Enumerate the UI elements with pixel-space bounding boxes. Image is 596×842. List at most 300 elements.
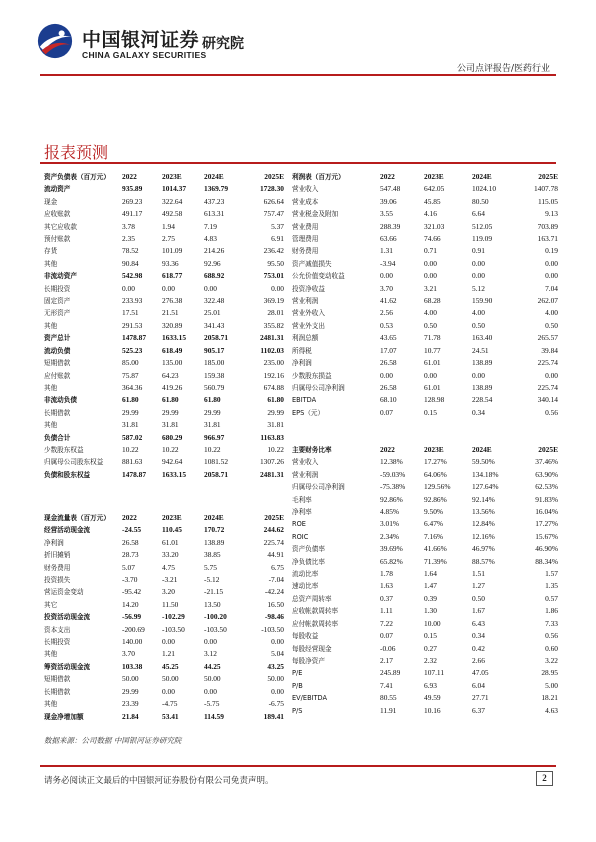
cell-value: 25.01 [204, 308, 221, 318]
cell-value: 129.56% [424, 482, 451, 492]
cell-value: 225.74 [263, 537, 284, 547]
cell-value: 1.11 [380, 606, 393, 616]
row-label: 每股经营现金 [292, 644, 332, 653]
cell-value: 88.34% [535, 556, 558, 566]
row-label: 其他 [44, 421, 58, 430]
source-note: 数据来源：公司数据 中国银河证券研究院 [44, 736, 182, 745]
cell-value: -3.21 [162, 575, 178, 585]
cell-value: 1.78 [380, 569, 393, 579]
row-label: 其他 [44, 321, 58, 330]
row-label: ROE [292, 520, 306, 529]
cell-value: 3.55 [380, 209, 393, 219]
table-row [292, 705, 558, 717]
cell-value: 525.23 [122, 345, 143, 355]
cell-value: 0.34 [472, 631, 485, 641]
table-row [292, 692, 558, 704]
row-label: 每股收益 [292, 632, 319, 641]
cell-value: 134.18% [472, 469, 499, 479]
cell-value: 17.51 [122, 308, 139, 318]
table-row [44, 661, 284, 673]
cell-value: 50.00 [162, 674, 179, 684]
row-label: 资产负债表（百万元） [44, 173, 110, 181]
cell-value: 0.00 [545, 370, 558, 380]
cell-value: 2023E [162, 172, 182, 181]
cell-value: 11.91 [380, 705, 397, 715]
cell-value: 170.72 [204, 525, 225, 535]
cell-value: 5.04 [271, 649, 284, 659]
cell-value: 0.00 [380, 271, 393, 281]
cell-value: 12.84% [472, 519, 495, 529]
row-label: 财务费用 [44, 563, 71, 572]
cell-value: 2481.31 [259, 333, 284, 343]
row-label: 长期借款 [44, 408, 71, 417]
cell-value: 2.35 [122, 234, 135, 244]
cell-value: 114.59 [204, 711, 224, 721]
cell-value: 0.27 [424, 643, 437, 653]
cell-value: 1.35 [545, 581, 558, 591]
cell-value: 85.00 [122, 358, 139, 368]
table-row [292, 506, 558, 518]
row-label: 应收账款 [44, 210, 71, 219]
cell-value: 2022 [122, 172, 137, 181]
cell-value: 110.45 [162, 525, 182, 535]
cell-value: 21.84 [122, 711, 139, 721]
table-header-row [44, 512, 284, 524]
cell-value: 101.09 [162, 246, 183, 256]
cell-value: 91.83% [535, 494, 558, 504]
cell-value: 140.00 [122, 637, 143, 647]
cell-value: 6.04 [472, 680, 485, 690]
cell-value: -3.94 [380, 258, 396, 268]
cell-value: 64.06% [424, 469, 447, 479]
cell-value: 10.22 [122, 444, 139, 454]
cell-value: -95.42 [122, 587, 142, 597]
table-row [292, 618, 558, 630]
cell-value: 881.63 [122, 457, 143, 467]
cell-value: -42.24 [264, 587, 284, 597]
cell-value: 95.50 [267, 258, 284, 268]
cell-value: 4.00 [424, 308, 437, 318]
cell-value: 0.00 [545, 271, 558, 281]
cell-value: 0.00 [271, 686, 284, 696]
cell-value: 159.90 [472, 296, 493, 306]
cell-value: 7.19 [204, 221, 217, 231]
row-label: 利润表（百万元） [292, 173, 345, 181]
cell-value: 0.50 [424, 320, 437, 330]
table-row [292, 456, 558, 468]
table-row [44, 382, 284, 394]
cell-value: 233.93 [122, 296, 143, 306]
table-row [292, 382, 558, 394]
row-label: 预付账款 [44, 235, 71, 244]
row-label: 少数股东权益 [44, 445, 84, 454]
table-row [292, 494, 558, 506]
cell-value: 7.04 [545, 283, 558, 293]
cell-value: 135.00 [162, 358, 183, 368]
cell-value: 21.51 [162, 308, 179, 318]
cell-value: 49.59 [424, 693, 441, 703]
table-row [292, 518, 558, 530]
table-row [44, 599, 284, 611]
row-label: EBITDA [292, 396, 317, 405]
cell-value: 29.99 [122, 407, 139, 417]
cell-value: 320.89 [162, 320, 183, 330]
row-label: 其他 [44, 383, 58, 392]
cell-value: 703.89 [537, 221, 558, 231]
row-label: 利润总额 [292, 334, 319, 343]
table-row [44, 673, 284, 685]
table-header-row [292, 171, 558, 183]
row-label: 长期投资 [44, 284, 71, 293]
cell-value: 688.92 [204, 271, 225, 281]
cell-value: 3.01% [380, 519, 400, 529]
cell-value: 942.64 [162, 457, 183, 467]
cell-value: 41.62 [380, 296, 397, 306]
disclaimer-text: 请务必阅读正文最后的中国银河证券股份有限公司免责声明。 [44, 776, 274, 786]
row-label: 净利率 [292, 508, 312, 517]
row-label: 营业成本 [292, 197, 319, 206]
cell-value: 322.64 [162, 196, 183, 206]
row-label: EV/EBITDA [292, 694, 328, 703]
table-row [292, 630, 558, 642]
cell-value: 0.00 [271, 283, 284, 293]
cell-value: 269.23 [122, 196, 143, 206]
row-label: 无形资产 [44, 309, 71, 318]
row-label: 投资损失 [44, 576, 71, 585]
row-label: 存货 [44, 247, 58, 256]
row-label: 净利润 [44, 538, 64, 547]
brand-subtitle: 研究院 [202, 36, 244, 52]
table-row [44, 562, 284, 574]
cell-value: 1307.26 [259, 457, 284, 467]
table-row [44, 270, 284, 282]
row-label: 营运资金变动 [44, 588, 84, 597]
cell-value: 244.62 [263, 525, 284, 535]
cell-value: 262.07 [537, 296, 558, 306]
cell-value: -75.38% [380, 482, 406, 492]
cell-value: 31.81 [267, 420, 284, 430]
row-label: 流动负债 [44, 346, 71, 355]
cell-value: 31.81 [204, 420, 221, 430]
cell-value: 1.64 [424, 569, 437, 579]
cell-value: 6.37 [472, 705, 485, 715]
row-label: 营业外收入 [292, 309, 325, 318]
cell-value: 63.90% [535, 469, 558, 479]
cell-value: -59.03% [380, 469, 406, 479]
cell-value: 2.56 [380, 308, 393, 318]
row-label: 负债合计 [44, 433, 71, 442]
cell-value: -103.50 [261, 624, 284, 634]
section-title: 报表预测 [44, 143, 109, 162]
cell-value: 437.23 [204, 196, 225, 206]
cell-value: 29.99 [267, 407, 284, 417]
table-row [292, 394, 558, 406]
cell-value: 31.81 [162, 420, 179, 430]
row-label: 现金流量表（百万元） [44, 514, 110, 522]
cell-value: 0.15 [424, 407, 437, 417]
cell-value: 1.47 [424, 581, 437, 591]
table-row [44, 636, 284, 648]
table-row [44, 624, 284, 636]
cell-value: 0.00 [162, 283, 175, 293]
cell-value: 0.39 [424, 593, 437, 603]
cell-value: 14.20 [122, 599, 139, 609]
row-label: 其它应收款 [44, 222, 77, 231]
row-label: 经营活动现金流 [44, 526, 91, 535]
cell-value: 61.80 [204, 395, 221, 405]
cell-value: 65.82% [380, 556, 403, 566]
table-row [292, 643, 558, 655]
cell-value: 4.75 [162, 562, 175, 572]
row-label: 负债和股东权益 [44, 470, 91, 479]
cell-value: 2025E [538, 445, 558, 454]
cell-value: 71.78 [424, 333, 441, 343]
cell-value: 1163.83 [260, 432, 284, 442]
financial-ratios-table [292, 444, 558, 717]
cell-value: 3.12 [204, 649, 217, 659]
cell-value: 6.75 [271, 562, 284, 572]
section-divider [40, 162, 556, 164]
cell-value: 0.50 [472, 320, 485, 330]
cell-value: 92.86% [424, 494, 447, 504]
cell-value: -98.46 [264, 612, 284, 622]
cell-value: 4.00 [472, 308, 485, 318]
table-row [44, 320, 284, 332]
cell-value: 68.10 [380, 395, 397, 405]
row-label: 流动资产 [44, 185, 71, 194]
table-row [44, 394, 284, 406]
cell-value: -21.15 [204, 587, 224, 597]
cell-value: 2023E [424, 445, 444, 454]
cell-value: 1.27 [472, 581, 485, 591]
cell-value: 1102.03 [260, 345, 284, 355]
cell-value: 45.85 [424, 196, 441, 206]
cell-value: -100.20 [204, 612, 227, 622]
table-header-row [292, 444, 558, 456]
cell-value: 90.84 [122, 258, 139, 268]
page-header [0, 0, 596, 80]
cell-value: 10.22 [267, 444, 284, 454]
cell-value: 10.16 [424, 705, 441, 715]
cell-value: 0.50 [472, 593, 485, 603]
cell-value: 12.16% [472, 531, 495, 541]
cell-value: 61.01 [162, 537, 179, 547]
cell-value: 419.26 [162, 382, 183, 392]
cell-value: 38.85 [204, 550, 221, 560]
row-label: 其它 [44, 600, 58, 609]
row-label: 每股净资产 [292, 656, 325, 665]
cell-value: 9.13 [545, 209, 558, 219]
cell-value: 28.01 [267, 308, 284, 318]
cell-value: 5.07 [122, 562, 135, 572]
cell-value: 10.00 [424, 618, 441, 628]
row-label: 营业税金及附加 [292, 210, 339, 219]
cell-value: 29.99 [204, 407, 221, 417]
cell-value: 28.73 [122, 550, 139, 560]
cell-value: 2025E [538, 172, 558, 181]
cell-value: 560.79 [204, 382, 225, 392]
cell-value: 2022 [380, 445, 395, 454]
cell-value: 1.63 [380, 581, 393, 591]
table-row [292, 221, 558, 233]
cell-value: 92.14% [472, 494, 495, 504]
cell-value: 185.00 [204, 358, 225, 368]
row-label: 非流动负债 [44, 396, 77, 405]
cell-value: 44.25 [204, 661, 221, 671]
cell-value: 1407.78 [533, 184, 558, 194]
cell-value: 17.07 [380, 345, 397, 355]
cell-value: 1369.79 [204, 184, 229, 194]
cell-value: 0.71 [424, 246, 437, 256]
table-row [44, 574, 284, 586]
cell-value: 322.48 [204, 296, 225, 306]
cell-value: 6.47% [424, 519, 444, 529]
row-label: 营业费用 [292, 222, 319, 231]
cell-value: 1014.37 [162, 184, 187, 194]
cell-value: 236.42 [263, 246, 284, 256]
cell-value: 618.77 [162, 271, 183, 281]
table-row [292, 307, 558, 319]
cell-value: 0.00 [204, 283, 217, 293]
cell-value: 138.89 [472, 358, 493, 368]
cell-value: 61.80 [162, 395, 179, 405]
cell-value: 0.07 [380, 631, 393, 641]
cell-value: 291.53 [122, 320, 143, 330]
cell-value: 2.32 [424, 655, 437, 665]
row-label: 归属母公司股东权益 [44, 458, 104, 467]
cell-value: 0.91 [472, 246, 485, 256]
cell-value: 26.58 [380, 358, 397, 368]
galaxy-logo-icon [36, 22, 74, 60]
cell-value: 31.81 [122, 420, 139, 430]
table-row [44, 258, 284, 270]
cell-value: 225.74 [537, 358, 558, 368]
table-row [44, 407, 284, 419]
cell-value: 7.22 [380, 618, 393, 628]
cell-value: 355.82 [263, 320, 284, 330]
table-row [292, 258, 558, 270]
cell-value: 265.57 [537, 333, 558, 343]
cell-value: 43.25 [267, 661, 284, 671]
row-label: 净负债比率 [292, 557, 325, 566]
cell-value: 1.30 [424, 606, 437, 616]
table-row [44, 469, 284, 481]
cell-value: 542.98 [122, 271, 143, 281]
cell-value: 163.40 [472, 333, 493, 343]
cell-value: 50.00 [122, 674, 139, 684]
table-header-row [44, 171, 284, 183]
row-label: 长期投资 [44, 638, 71, 647]
cell-value: 61.80 [267, 395, 284, 405]
cell-value: 4.00 [545, 308, 558, 318]
row-label: P/E [292, 669, 303, 678]
cell-value: 0.57 [545, 593, 558, 603]
table-row [292, 370, 558, 382]
cell-value: 4.85% [380, 507, 400, 517]
table-row [292, 543, 558, 555]
cell-value: 107.11 [424, 668, 445, 678]
cell-value: 5.12 [472, 283, 485, 293]
row-label: 营业外支出 [292, 321, 325, 330]
table-row [44, 456, 284, 468]
table-row [44, 370, 284, 382]
cell-value: 6.43 [472, 618, 485, 628]
row-label: 应收帐款周转率 [292, 607, 339, 616]
cell-value: 0.00 [472, 370, 485, 380]
row-label: 应付账款 [44, 371, 71, 380]
table-row [44, 524, 284, 536]
cell-value: 512.05 [472, 221, 493, 231]
table-row [292, 407, 558, 419]
cell-value: 4.63 [545, 705, 558, 715]
cell-value: 26.58 [122, 537, 139, 547]
cell-value: 50.00 [267, 674, 284, 684]
table-row [44, 648, 284, 660]
cell-value: 2024E [472, 172, 492, 181]
cell-value: 2022 [380, 172, 395, 181]
cell-value: 753.01 [263, 271, 284, 281]
table-row [44, 332, 284, 344]
table-row [44, 537, 284, 549]
table-row [44, 686, 284, 698]
table-row [44, 307, 284, 319]
cell-value: 680.29 [162, 432, 183, 442]
cell-value: 23.39 [122, 699, 139, 709]
cell-value: 92.86% [380, 494, 403, 504]
cell-value: 11.50 [162, 599, 179, 609]
table-row [44, 221, 284, 233]
cell-value: 45.25 [162, 661, 179, 671]
cell-value: 2.75 [162, 234, 175, 244]
cell-value: 225.74 [537, 382, 558, 392]
cell-value: 6.64 [472, 209, 485, 219]
cell-value: 2024E [472, 445, 492, 454]
cell-value: 340.14 [537, 395, 558, 405]
cell-value: 2023E [162, 513, 182, 522]
table-row [44, 345, 284, 357]
cell-value: 1.31 [380, 246, 393, 256]
cell-value: 7.41 [380, 680, 393, 690]
table-row [44, 611, 284, 623]
cell-value: 80.50 [472, 196, 489, 206]
cell-value: 29.99 [122, 686, 139, 696]
cell-value: 0.50 [545, 320, 558, 330]
cell-value: 88.57% [472, 556, 495, 566]
cell-value: -24.55 [122, 525, 142, 535]
cell-value: 44.91 [267, 550, 284, 560]
row-label: 营业收入 [292, 458, 319, 467]
cell-value: 369.19 [263, 296, 284, 306]
cell-value: 6.91 [271, 234, 284, 244]
cell-value: 1728.30 [259, 184, 284, 194]
cell-value: 63.66 [380, 234, 397, 244]
cell-value: 16.04% [535, 507, 558, 517]
cell-value: 50.00 [204, 674, 221, 684]
cell-value: 64.23 [162, 370, 179, 380]
row-label: 现金净增加额 [44, 712, 84, 721]
cell-value: 189.41 [263, 711, 284, 721]
row-label: 筹资活动现金流 [44, 662, 91, 671]
cell-value: 2025E [264, 513, 284, 522]
cell-value: 47.05 [472, 668, 489, 678]
row-label: 其他 [44, 700, 58, 709]
cell-value: 1.94 [162, 221, 175, 231]
cell-value: 10.22 [204, 444, 221, 454]
header-divider [40, 74, 556, 76]
cell-value: 0.00 [122, 283, 135, 293]
table-row [292, 556, 558, 568]
cell-value: 53.41 [162, 711, 179, 721]
